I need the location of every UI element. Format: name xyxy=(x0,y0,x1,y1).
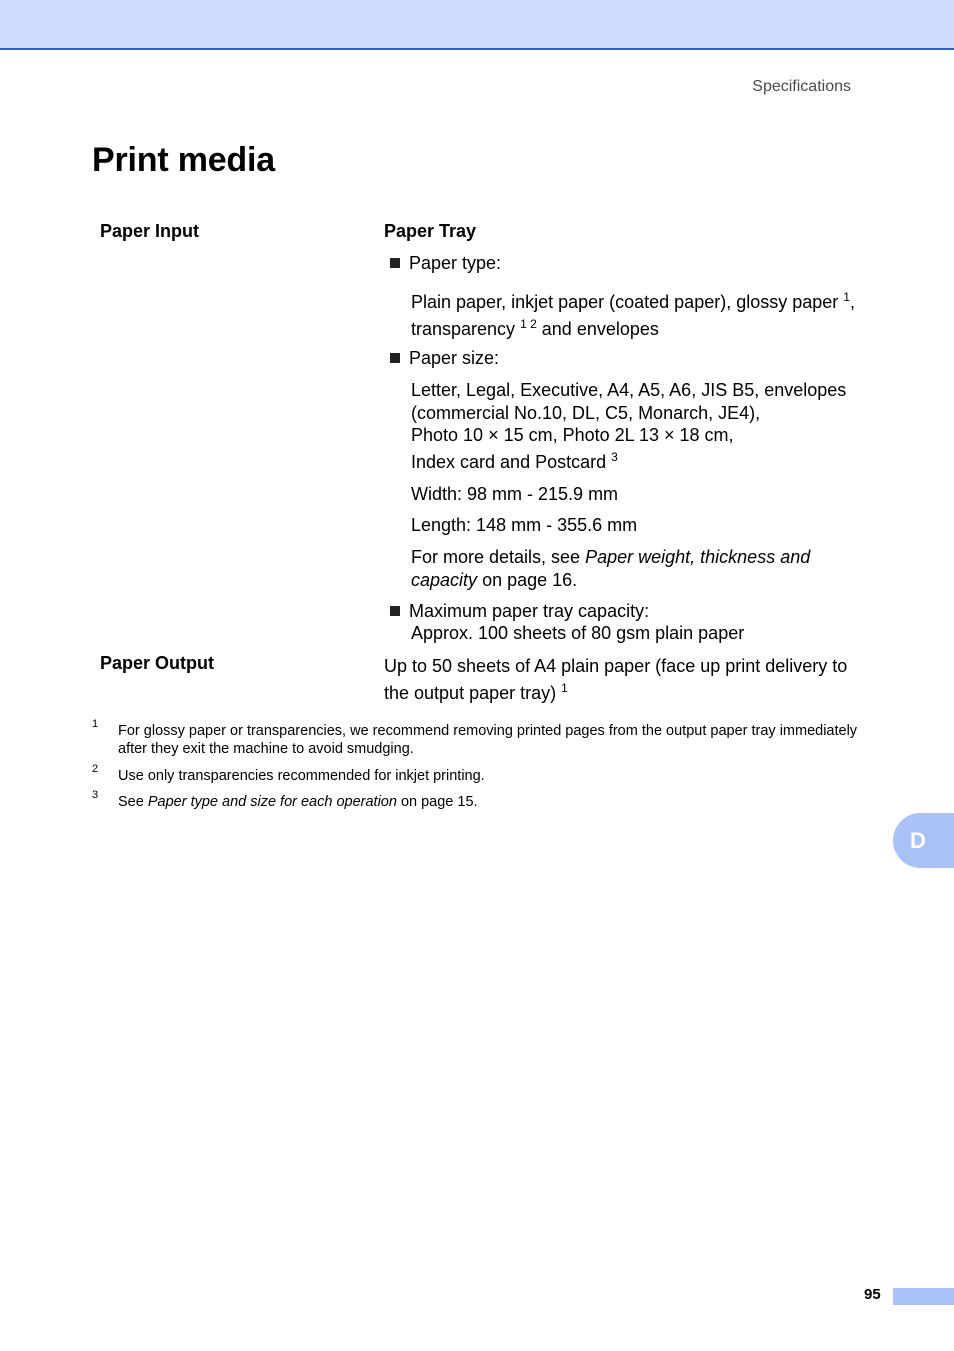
comma: , xyxy=(849,292,855,312)
bullet-square-icon xyxy=(390,606,400,616)
more-details xyxy=(411,546,881,591)
paper-type-label: Paper type: xyxy=(409,253,502,273)
appendix-tab: D xyxy=(893,813,954,868)
paper-type-item xyxy=(390,253,501,274)
details-post: on page 16. xyxy=(482,569,578,590)
size-line-4: Index card and Postcard xyxy=(411,451,607,472)
paper-output-label: Paper Output xyxy=(100,653,215,673)
width-range: Width: 98 mm - 215.9 mm xyxy=(411,484,619,504)
details-link-1: Paper weight, thickness and xyxy=(585,547,811,567)
capacity-value: Approx. 100 sheets of 80 gsm plain paper xyxy=(411,623,745,643)
footnote-1 xyxy=(92,718,882,758)
bullet-square-icon xyxy=(390,353,400,363)
footnote-3 xyxy=(92,789,882,811)
footnote-ref-1: 1 xyxy=(843,290,850,304)
paper-output-value xyxy=(384,653,884,707)
paper-output-line1: Up to 50 sheets of A4 plain paper (face up print delivery to xyxy=(384,656,848,676)
details-pre: For more details, see xyxy=(411,547,581,567)
footnote-number: 1 xyxy=(92,718,99,730)
size-line-1: Letter, Legal, Executive, A4, A5, A6, JIS B5, envelopes xyxy=(411,380,847,400)
capacity-label: Maximum paper tray capacity: xyxy=(409,601,650,621)
footnote-text: Use only transparencies recommended for inkjet printing. xyxy=(118,768,485,784)
page-title: Print media xyxy=(92,141,275,179)
footnote-ref-1: 1 xyxy=(561,681,568,695)
footnote-2 xyxy=(92,763,882,785)
bullet-square-icon xyxy=(390,258,400,268)
footnote-text xyxy=(118,793,882,811)
footnote-ref-3: 3 xyxy=(611,449,618,464)
page-number-bar xyxy=(893,1288,954,1305)
paper-input-label: Paper Input xyxy=(100,221,200,241)
footnote-ref-title: Paper type and size for each operation xyxy=(147,794,397,810)
top-header-bar xyxy=(0,0,954,50)
paper-tray-heading: Paper Tray xyxy=(384,221,477,241)
length-range: Length: 148 mm - 355.6 mm xyxy=(411,515,638,535)
footnote-number: 2 xyxy=(92,763,99,775)
page-number: 95 xyxy=(864,1286,881,1303)
paper-size-label: Paper size: xyxy=(409,348,500,368)
footnote-pre: See xyxy=(118,794,144,810)
paper-type-line1: Plain paper, inkjet paper (coated paper), glossy paper xyxy=(411,292,839,312)
paper-output-line2: the output paper tray) xyxy=(384,683,557,703)
paper-size-value xyxy=(411,379,881,473)
footnote-ref-1-2: 1 2 xyxy=(520,317,537,331)
footnote-number: 3 xyxy=(92,789,99,801)
size-line-3: Photo 10 × 15 cm, Photo 2L 13 × 18 cm, xyxy=(411,425,734,445)
footnote-post: on page 15. xyxy=(400,794,478,810)
footnote-text: For glossy paper or transparencies, we recommend removing printed pages from the output paper tray immediately after they exit the machine to avoid smudging. xyxy=(118,723,858,757)
paper-type-line2b: and envelopes xyxy=(541,319,659,339)
paper-type-line2a: transparency xyxy=(411,319,516,339)
size-line-2: (commercial No.10, DL, C5, Monarch, JE4), xyxy=(411,402,761,423)
paper-type-value xyxy=(411,289,881,343)
running-head: Specifications xyxy=(752,78,851,95)
capacity-item xyxy=(390,601,649,622)
paper-size-item xyxy=(390,348,499,369)
details-link-2: capacity xyxy=(411,569,478,590)
